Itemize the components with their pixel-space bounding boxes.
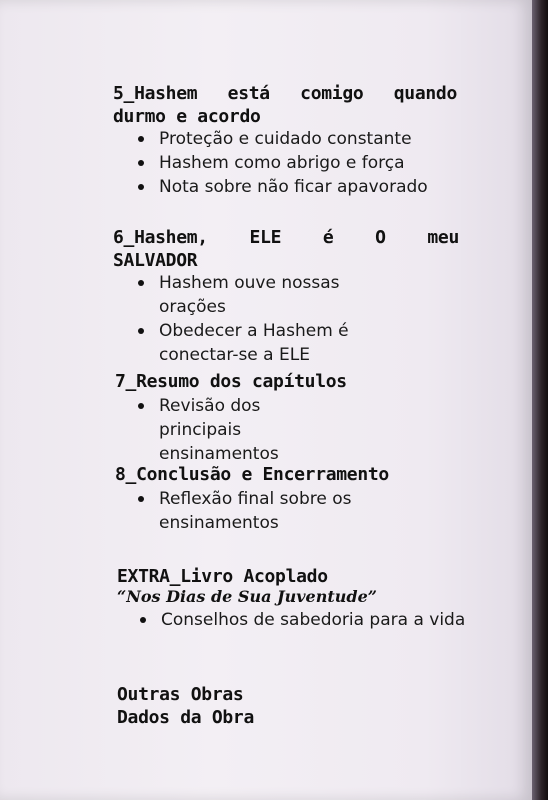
toc-extra-subtitle: “Nos Dias de Sua Juventude” bbox=[117, 587, 377, 606]
toc-bullets-6 bbox=[134, 271, 404, 367]
toc-heading-8: 8_Conclusão e Encerramento bbox=[115, 464, 389, 485]
toc-heading-5-line2: durmo e acordo bbox=[113, 106, 261, 127]
bullet-icon bbox=[138, 136, 144, 142]
toc-bullets-7 bbox=[134, 394, 334, 466]
bullet-icon bbox=[138, 280, 144, 286]
toc-heading-6-line2: SALVADOR bbox=[113, 250, 198, 271]
toc-bullets-5 bbox=[134, 127, 464, 199]
list-item: Reflexão final sobre os ensinamentos bbox=[134, 487, 394, 535]
toc-heading-extra: EXTRA_Livro Acoplado bbox=[117, 566, 328, 587]
toc-heading-7: 7_Resumo dos capítulos bbox=[115, 371, 347, 392]
bullet-icon bbox=[138, 328, 144, 334]
bullet-icon bbox=[140, 617, 146, 623]
list-item: Hashem ouve nossas orações bbox=[134, 271, 404, 319]
list-item: Hashem como abrigo e força bbox=[134, 151, 464, 175]
toc-heading-5 bbox=[113, 82, 457, 105]
toc-item-outras-obras: Outras Obras bbox=[117, 684, 244, 705]
toc-heading-6-line1: 6_Hashem, ELE é O meu bbox=[113, 227, 459, 248]
book-spine bbox=[532, 0, 548, 800]
toc-bullets-extra bbox=[136, 608, 486, 632]
list-item: Proteção e cuidado constante bbox=[134, 127, 464, 151]
bullet-icon bbox=[138, 403, 144, 409]
toc-heading-5-line1: 5_Hashem está comigo quando bbox=[113, 83, 457, 104]
toc-heading-6 bbox=[113, 226, 459, 249]
bullet-icon bbox=[138, 184, 144, 190]
list-item: Nota sobre não ficar apavorado bbox=[134, 175, 464, 199]
list-item: Obedecer a Hashem é conectar-se a ELE bbox=[134, 319, 404, 367]
list-item: Conselhos de sabedoria para a vida bbox=[136, 608, 486, 632]
toc-item-dados-da-obra: Dados da Obra bbox=[117, 707, 254, 728]
toc-bullets-8 bbox=[134, 487, 394, 535]
bullet-icon bbox=[138, 160, 144, 166]
list-item: Revisão dos principais ensinamentos bbox=[134, 394, 334, 466]
bullet-icon bbox=[138, 496, 144, 502]
